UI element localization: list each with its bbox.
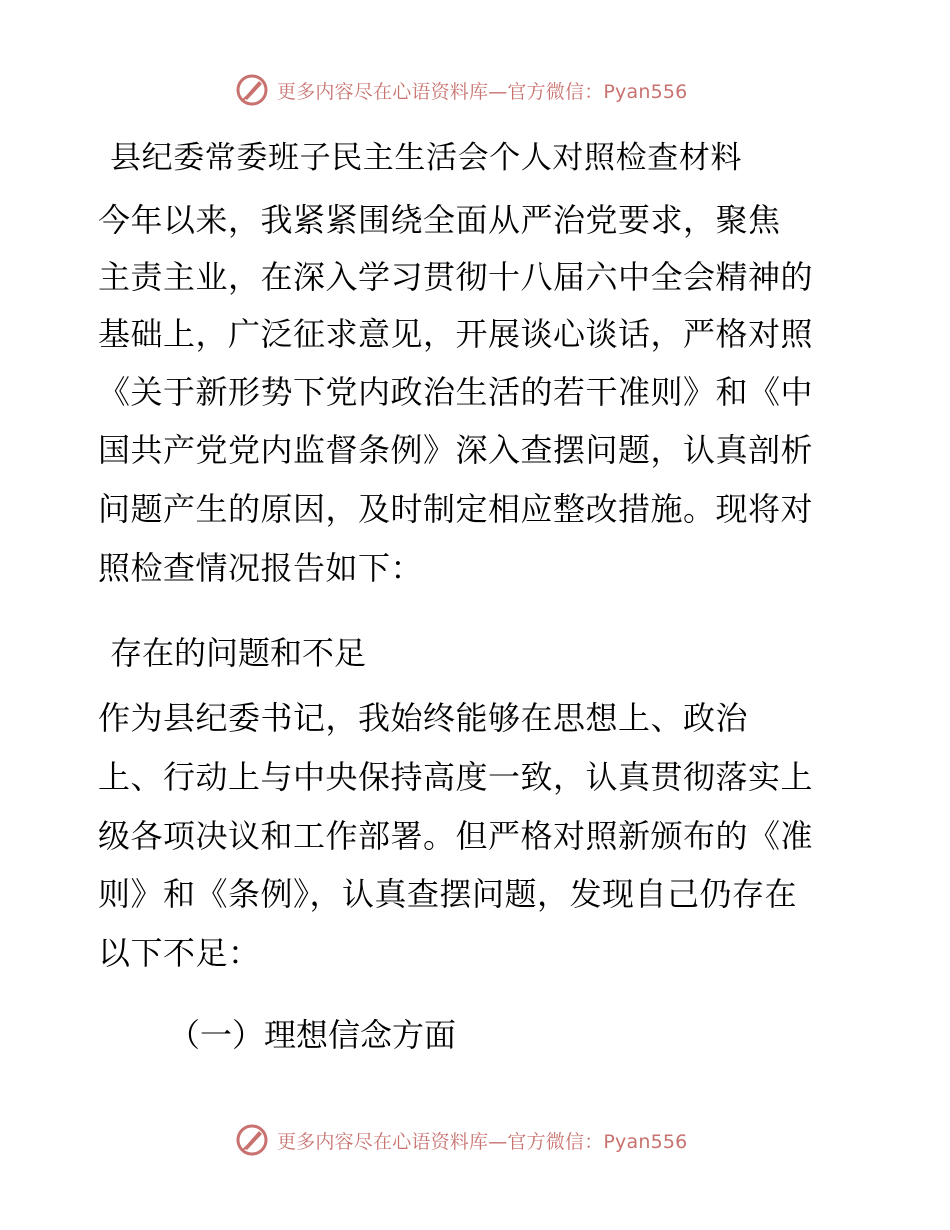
paragraph-1-line-4: 《关于新形势下党内政治生活的若干准则》和《中 [98, 373, 814, 411]
quill-logo-icon [235, 1123, 269, 1157]
paragraph-1-line-5: 国共产党党内监督条例》深入查摆问题，认真剖析 [98, 431, 814, 469]
paragraph-2-line-3: 级各项决议和工作部署。但严格对照新颁布的《准 [98, 817, 814, 855]
section-heading: 存在的问题和不足 [110, 634, 367, 672]
paragraph-1-line-7: 照检查情况报告如下： [98, 549, 424, 587]
paragraph-1-line-1: 今年以来，我紧紧围绕全面从严治党要求，聚焦 [98, 201, 781, 239]
paragraph-2-line-1: 作为县纪委书记，我始终能够在思想上、政治 [98, 699, 749, 737]
watermark-text: 更多内容尽在心语资料库—官方微信：Pyan556 [277, 1130, 688, 1153]
document-title: 县纪委常委班子民主生活会个人对照检查材料 [110, 140, 742, 176]
footer-watermark [235, 1122, 687, 1158]
paragraph-1-line-3: 基础上，广泛征求意见，开展谈心谈话，严格对照 [98, 315, 814, 353]
watermark-text: 更多内容尽在心语资料库—官方微信：Pyan556 [277, 80, 688, 103]
paragraph-1-line-6: 问题产生的原因，及时制定相应整改措施。现将对 [98, 490, 814, 528]
paragraph-2-line-4: 则》和《条例》，认真查摆问题，发现自己仍存在 [98, 875, 798, 913]
paragraph-2-line-5: 以下不足： [98, 934, 261, 972]
subsection-heading: （一）理想信念方面 [168, 1016, 457, 1054]
paragraph-2-line-2: 上、行动上与中央保持高度一致，认真贯彻落实上 [98, 758, 814, 796]
paragraph-1-line-2: 主责主业，在深入学习贯彻十八届六中全会精神的 [98, 258, 814, 296]
